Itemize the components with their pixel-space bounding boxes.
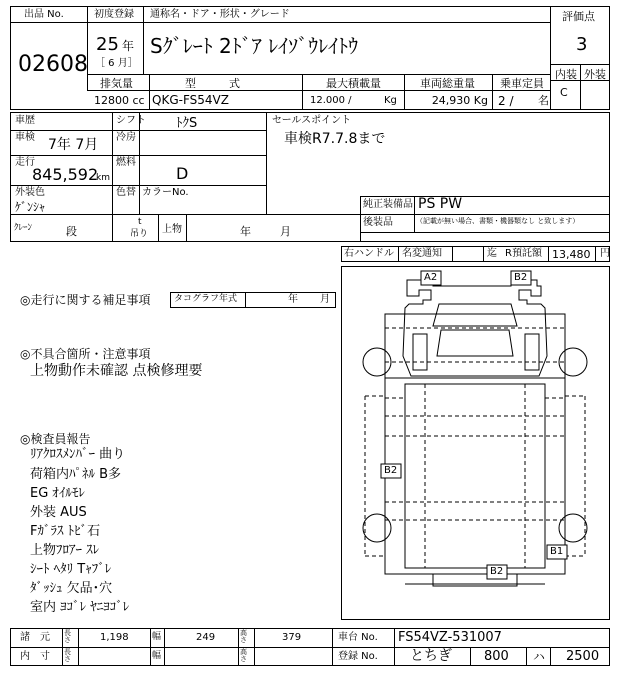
plate-label: 登録 No.: [338, 651, 378, 662]
inspector-line: ﾀﾞｯｼｭ 欠品･穴: [30, 581, 113, 596]
inspector-line: 荷箱内ﾊﾟﾈﾙ B多: [30, 467, 122, 482]
cap-unit: 名: [538, 94, 549, 107]
sales-label: セールスポイント: [272, 115, 352, 126]
handle-label: 右ハンドル: [344, 248, 394, 259]
deck-year: 年: [240, 225, 251, 238]
fuel-value: D: [176, 164, 189, 183]
tacho-year: 年: [288, 294, 298, 305]
color-number-label: カラーNo.: [142, 187, 189, 198]
chassis-label: 車台 No.: [338, 632, 378, 643]
inspection-label: 車検: [15, 132, 35, 143]
name-label: 通称名・ドア・形状・グレード: [150, 9, 290, 20]
defects-title: ◎不具合箇所・注意事項: [20, 347, 151, 361]
inspector-line: 外装 AUS: [30, 505, 87, 520]
plate-kana: ハ: [533, 650, 546, 664]
odo-label: R預託額: [505, 248, 542, 259]
rename-label: 名変通知: [402, 248, 442, 259]
reg-year-unit: 年: [122, 39, 135, 53]
height-value: 379: [282, 632, 302, 643]
interior-width-label: 幅: [152, 651, 162, 661]
crane-hang-top: t: [138, 217, 142, 227]
load-unit: Kg: [384, 95, 397, 106]
crane-hang: 吊り: [130, 229, 149, 239]
mileage-label: 走行: [15, 157, 35, 168]
retrofit-label: 後装品: [363, 217, 393, 228]
crane-label: ｸﾚｰﾝ: [14, 223, 33, 233]
sales-value: 車検R7.7.8まで: [284, 131, 386, 147]
mileage-value: 845,592: [32, 165, 99, 184]
diagram-mark: B1: [550, 546, 564, 557]
reg-month: ［ 6 月］: [95, 58, 138, 69]
dims-label: 諸 元: [20, 632, 50, 643]
vehicle-name: Sｸﾞﾚｰﾄ 2ﾄﾞｱ ﾚｲｿﾞｳﾚｲﾄｳ: [150, 34, 359, 58]
cap-label: 乗車定員: [500, 77, 544, 90]
disp-value: 12800 cc: [94, 94, 145, 107]
odo-value: 13,480: [552, 248, 591, 261]
truck-diagram: [341, 266, 610, 620]
plate-class: 800: [484, 649, 509, 664]
interior-label: 内装: [555, 68, 577, 81]
shift-value: ﾄｸS: [176, 116, 198, 131]
inspector-line: 上物ﾌﾛｱｰ ｽﾚ: [30, 543, 100, 558]
height-label: 高さ: [240, 629, 247, 644]
defects-text: 上物動作未確認 点検修理要: [30, 363, 203, 379]
tacho-month: 月: [320, 294, 330, 305]
diagram-mark: B2: [490, 566, 504, 577]
retrofit-note: （記載が無い場合、書類・機器類なし と致します）: [416, 217, 580, 225]
diagram-mark: B2: [514, 272, 528, 283]
chassis-value: FS54VZ-531007: [398, 630, 502, 645]
inspector-line: ﾘｱｸﾛｽﾒﾝﾊﾞｰ 曲り: [30, 447, 126, 462]
color-change-label: 色替: [116, 187, 136, 198]
interior-length-label: 長さ: [64, 648, 71, 663]
mileage-unit: km: [96, 173, 110, 183]
equipment-label: 純正装備品: [363, 199, 413, 210]
reg-label: 初度登録: [94, 9, 134, 20]
interior-dims-label: 内 寸: [20, 651, 50, 662]
rename-box: [452, 246, 484, 262]
odo-unit: 円: [600, 248, 610, 259]
rating-label: 評価点: [562, 10, 595, 23]
gvw-label: 車両総重量: [420, 77, 475, 90]
lot-label: 出品 No.: [24, 9, 64, 20]
inspector-line: 室内 ﾖｺﾞﾚ ﾔﾆﾖｺﾞﾚ: [30, 600, 130, 615]
length-value: 1,198: [100, 632, 129, 643]
rating-value: 3: [576, 34, 588, 55]
diagram-mark: A2: [424, 272, 438, 283]
shift-label: シフト: [116, 115, 146, 126]
deck-month: 月: [280, 225, 291, 238]
lot-number: 02608: [18, 52, 88, 77]
reg-year: 25: [96, 34, 119, 55]
equipment-value: PS PW: [418, 196, 463, 212]
width-value: 249: [196, 632, 216, 643]
history-label: 車歴: [15, 115, 35, 126]
interior-value: C: [560, 86, 568, 99]
fuel-label: 燃料: [116, 157, 136, 168]
inspector-line: Fｶﾞﾗｽ ﾄﾋﾞ石: [30, 524, 101, 539]
model-value: QKG-FS54VZ: [152, 93, 229, 107]
running-notes-title: ◎走行に関する補足事項: [20, 293, 151, 307]
inspector-line: EG ｵｲﾙﾓﾚ: [30, 486, 85, 501]
load-value: 12.000 /: [310, 95, 352, 106]
inspector-line: ｼｰﾄ ﾍﾀﾘ Tｬﾌﾞﾚ: [30, 562, 112, 577]
model-label: 型 式: [185, 77, 240, 90]
inspection-value: 7年 7月: [48, 137, 99, 153]
plate-number: 2500: [566, 649, 600, 664]
diagram-mark: B2: [384, 465, 398, 476]
tacho-label: タコグラフ年式: [174, 294, 238, 304]
exterior-color-label: 外装色: [15, 187, 45, 198]
disp-label: 排気量: [100, 77, 133, 90]
ac-label: 冷房: [116, 132, 136, 143]
interior-height-label: 高さ: [240, 648, 247, 663]
exterior-color-value: ｹﾞﾝｼｬ: [15, 200, 46, 214]
distance-label: 迄: [487, 248, 497, 259]
cap-value: 2 /: [498, 94, 514, 108]
crane-step: 段: [66, 225, 77, 238]
load-label: 最大積載量: [326, 77, 381, 90]
width-label: 幅: [152, 632, 162, 642]
exterior-label: 外装: [584, 68, 606, 81]
plate-region: とちぎ: [410, 648, 452, 664]
gvw-value: 24,930 Kg: [431, 94, 488, 107]
length-label: 長さ: [64, 629, 71, 644]
inspector-title: ◎検査員報告: [20, 432, 91, 446]
deck-label: 上物: [162, 224, 182, 235]
